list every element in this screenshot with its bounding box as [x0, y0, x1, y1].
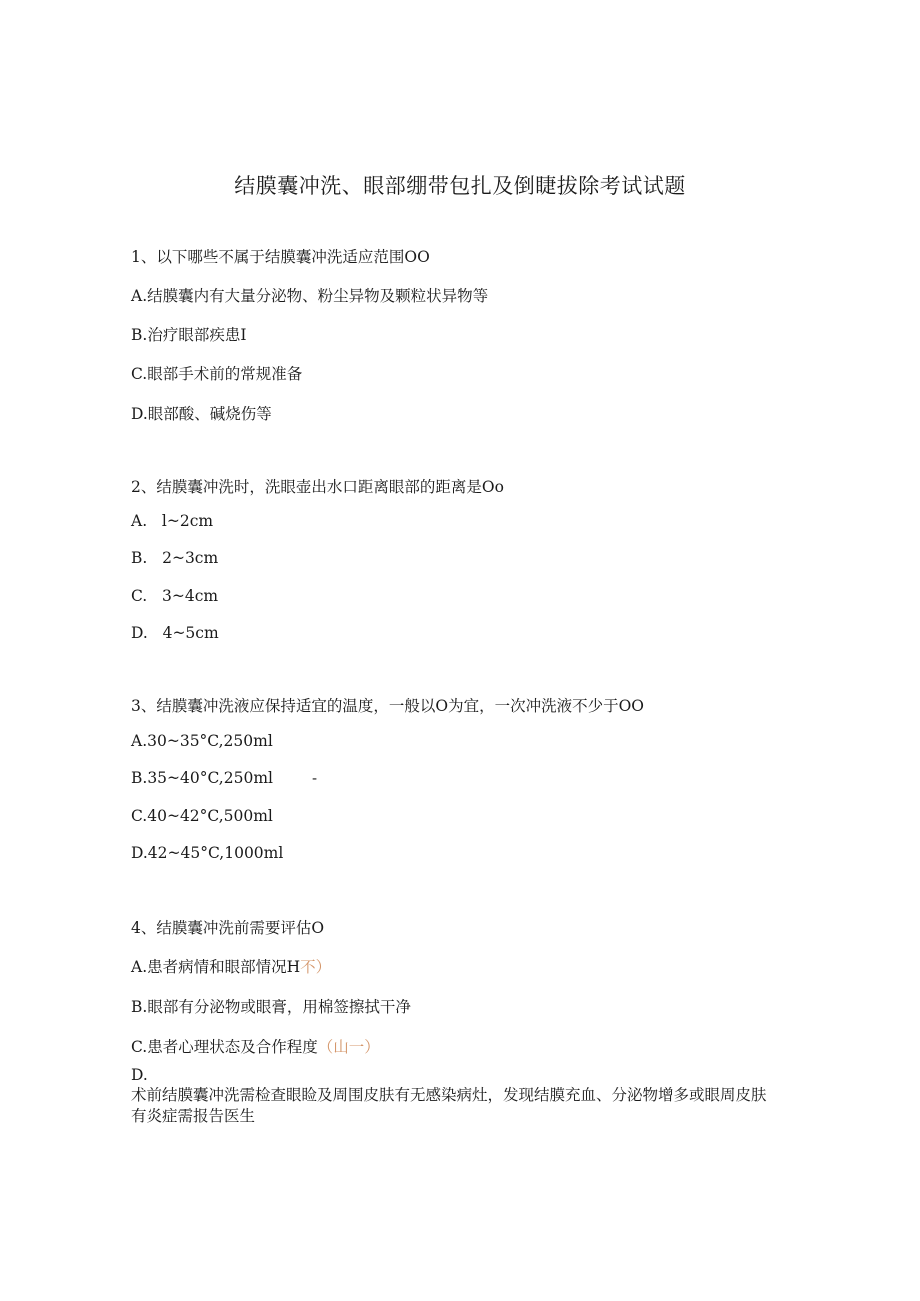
- question-2-option-a: A. l~2cm: [131, 512, 214, 530]
- question-1-stem: 1、以下哪些不属于结膜囊冲洗适应范围OO: [131, 248, 430, 266]
- question-4-option-a-text: A.患者病情和眼部情况H: [131, 958, 301, 976]
- question-3-stem: 3、结膜囊冲洗液应保持适宜的温度，一般以O为宜，一次冲洗液不少于OO: [131, 697, 644, 715]
- question-3-option-a: A.30~35°C,250ml: [131, 732, 273, 750]
- question-1-option-d: D.眼部酸、碱烧伤等: [131, 405, 272, 423]
- page-title: 结膜囊冲洗、眼部绷带包扎及倒睫拔除考试试题: [234, 174, 686, 198]
- question-4-option-c-text: C.患者心理状态及合作程度: [131, 1038, 318, 1056]
- question-4-option-c: [131, 1035, 380, 1057]
- question-3-option-b: B.35~40°C,250ml: [131, 769, 273, 787]
- question-2-option-c: C. 3~4cm: [131, 587, 219, 605]
- question-4-option-b: B.眼部有分泌物或眼膏，用棉签擦拭干净: [131, 998, 411, 1016]
- question-4-option-d-text: 术前结膜囊冲洗需检查眼睑及周围皮肤有无感染病灶，发现结膜充血、分泌物增多或眼周皮肤有炎症需报告医生: [131, 1086, 767, 1125]
- question-4-option-c-note: （山一）: [317, 1038, 380, 1056]
- question-3-option-d: D.42~45°C,1000ml: [131, 844, 284, 862]
- question-2-option-b: B. 2~3cm: [131, 549, 219, 567]
- question-1-option-b: B.治疗眼部疾患I: [131, 326, 247, 344]
- question-2-stem: 2、结膜囊冲洗时，洗眼壶出水口距离眼部的距离是Oo: [131, 478, 504, 496]
- question-3-option-c: C.40~42°C,500ml: [131, 807, 273, 825]
- stray-dash-mark: -: [312, 769, 318, 787]
- question-1-option-a: A.结膜囊内有大量分泌物、粉尘异物及颗粒状异物等: [131, 287, 489, 305]
- question-4-option-a-note: 不）: [300, 958, 332, 976]
- question-4-stem: 4、结膜囊冲洗前需要评估O: [131, 919, 325, 937]
- question-1-option-c: C.眼部手术前的常规准备: [131, 365, 303, 383]
- question-4-option-d-label: D.: [131, 1066, 148, 1084]
- question-2-option-d: D. 4~5cm: [131, 624, 219, 642]
- question-4-option-a: [131, 955, 331, 977]
